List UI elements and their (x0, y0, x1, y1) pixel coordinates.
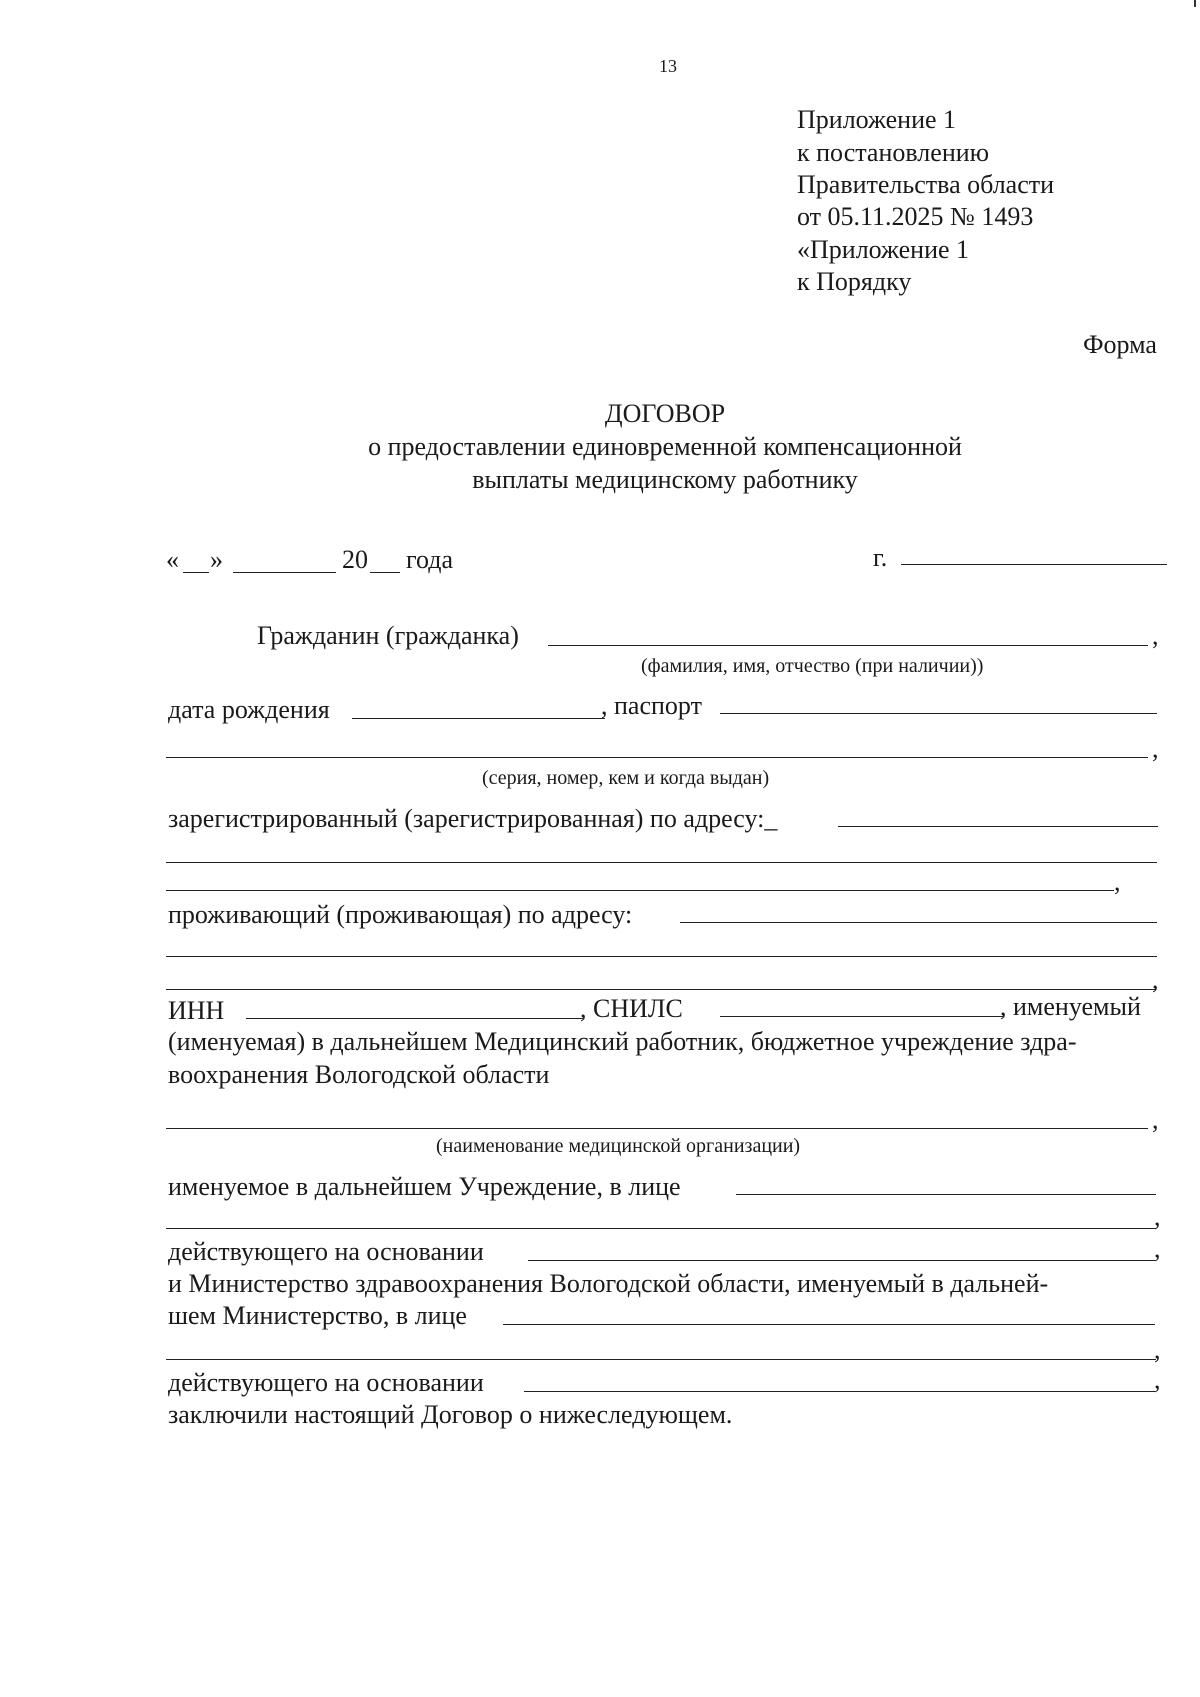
appendix-line: от 05.11.2025 № 1493 (797, 202, 1034, 231)
passport-field-cont[interactable] (166, 757, 1148, 758)
inn-label: ИНН (168, 996, 225, 1025)
organization-hint: (наименование медицинской организации) (436, 1135, 801, 1157)
registered-address-field-cont[interactable] (166, 890, 1114, 891)
birth-date-label: дата рождения (168, 695, 330, 724)
body-text-line: шем Министерство, в лице (168, 1301, 467, 1330)
citizen-name-field[interactable] (548, 645, 1148, 646)
city-field[interactable] (901, 564, 1167, 565)
living-address-field-cont[interactable] (166, 989, 1156, 990)
body-text-line: (именуемая) в дальнейшем Медицинский работник, бюджетное учреждение здра- (168, 1027, 1077, 1056)
basis-label: действующего на основании (168, 1368, 484, 1397)
year-prefix: 20 (342, 545, 368, 574)
ministry-rep-field-cont[interactable] (166, 1359, 1156, 1360)
registered-address-field-cont[interactable] (166, 862, 1157, 863)
named-label: , именуемый (1000, 992, 1141, 1021)
year-field[interactable] (370, 572, 400, 573)
title-sub: выплаты медицинскому работнику (472, 465, 858, 494)
comma: , (1114, 867, 1121, 896)
ministry-basis-field[interactable] (524, 1391, 1155, 1392)
registered-address-label: зарегистрированный (зарегистрированная) по адресу:_ (168, 804, 778, 833)
appendix-line: «Приложение 1 (797, 235, 970, 264)
citizen-label: Гражданин (гражданка) (257, 621, 519, 650)
page-number: 13 (659, 56, 677, 76)
institution-basis-field[interactable] (528, 1260, 1155, 1261)
appendix-line: Приложение 1 (797, 105, 957, 134)
title-sub: о предоставлении единовременной компенсационной (368, 432, 962, 461)
comma: , (1154, 1234, 1161, 1263)
citizen-hint: (фамилия, имя, отчество (при наличии)) (641, 655, 984, 677)
close-quote: » (210, 545, 223, 574)
living-address-field[interactable] (680, 922, 1157, 923)
comma: , (1154, 1365, 1161, 1394)
appendix-line: к постановлению (797, 138, 990, 167)
passport-hint: (серия, номер, кем и когда выдан) (482, 767, 770, 789)
closing-sentence: заключили настоящий Договор о нижеследующем. (168, 1400, 733, 1429)
passport-field[interactable] (720, 713, 1157, 714)
body-text-line: воохранения Вологодской области (168, 1060, 550, 1089)
comma: , (1152, 621, 1159, 650)
month-field[interactable] (233, 572, 336, 573)
day-field[interactable] (183, 572, 209, 573)
institution-rep-field-cont[interactable] (166, 1228, 1156, 1229)
basis-label: действующего на основании (168, 1237, 484, 1266)
appendix-line: к Порядку (797, 267, 912, 296)
comma: , (1152, 734, 1159, 763)
snils-label: , СНИЛС (580, 994, 683, 1023)
registered-address-field[interactable] (838, 826, 1158, 827)
body-text-line: и Министерство здравоохранения Вологодской области, именуемый в дальней- (168, 1269, 1049, 1298)
form-label: Форма (1083, 330, 1157, 359)
institution-rep-field[interactable] (736, 1194, 1156, 1195)
ministry-rep-field[interactable] (503, 1324, 1155, 1325)
comma: , (1152, 965, 1159, 994)
appendix-line: Правительства области (797, 170, 1055, 199)
comma: , (1152, 1105, 1159, 1134)
living-address-label: проживающий (проживающая) по адресу: (168, 900, 633, 929)
comma: , (1154, 1335, 1161, 1364)
passport-label: , паспорт (601, 691, 702, 720)
open-quote: « (166, 545, 179, 574)
institution-label: именуемое в дальнейшем Учреждение, в лице (168, 1172, 681, 1201)
title-main: ДОГОВОР (604, 399, 726, 428)
year-suffix: года (406, 545, 454, 574)
inn-field[interactable] (246, 1018, 583, 1019)
organization-name-field[interactable] (166, 1128, 1148, 1129)
living-address-field-cont[interactable] (166, 956, 1157, 957)
scan-mark (1194, 0, 1196, 7)
snils-field[interactable] (720, 1016, 1003, 1017)
birth-date-field[interactable] (352, 718, 605, 719)
comma: , (1154, 1202, 1161, 1231)
city-prefix: г. (873, 543, 888, 572)
